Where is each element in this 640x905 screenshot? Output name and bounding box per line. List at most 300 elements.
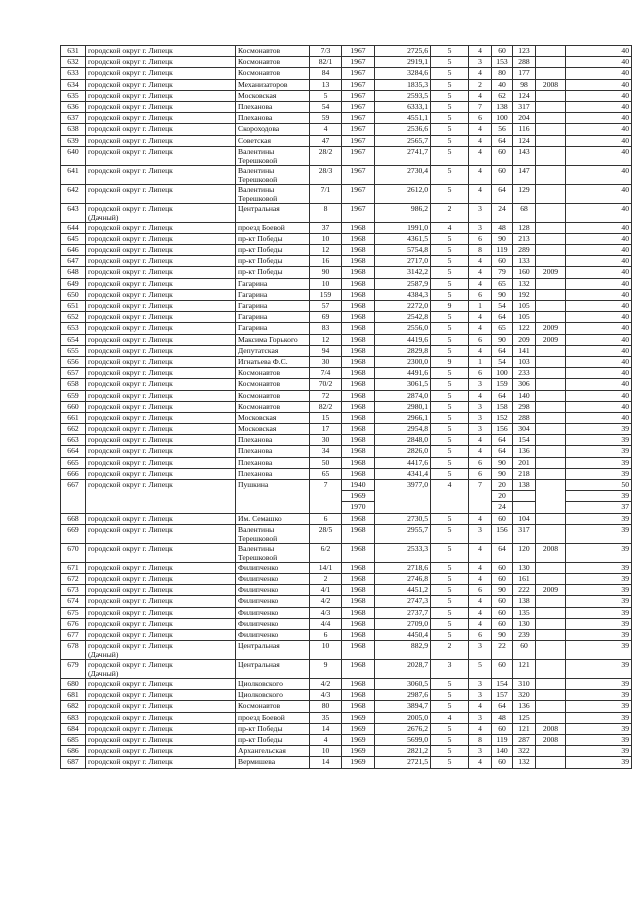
entrances-cell: 6 [469, 368, 492, 379]
locality-cell [86, 701, 236, 712]
wear-cell: 40 [566, 323, 632, 334]
floors-cell: 5 [431, 184, 469, 203]
locality-cell-line: городской округ г. Липецк [88, 543, 173, 553]
wear-cell: 39 [566, 446, 632, 457]
apartments-cell: 90 [492, 289, 513, 300]
table-row [61, 641, 632, 660]
street-cell-line: Космонавтов [238, 68, 281, 78]
apartments-cell: 119 [492, 245, 513, 256]
repair-year-cell [536, 233, 566, 244]
table-row [61, 334, 632, 345]
residents-cell: 317 [513, 524, 536, 543]
residents-cell: 233 [513, 368, 536, 379]
table-row [61, 90, 632, 101]
entrances-cell: 4 [469, 543, 492, 562]
street-cell-line: Терешковой [238, 174, 278, 184]
table-row [61, 368, 632, 379]
wear-cell: 39 [566, 701, 632, 712]
residents-cell: 133 [513, 256, 536, 267]
residents-cell [513, 502, 536, 513]
table-row [61, 757, 632, 768]
floors-cell: 5 [431, 412, 469, 423]
entrances-cell: 4 [469, 446, 492, 457]
locality-cell [86, 629, 236, 640]
table-body [61, 46, 632, 769]
wear-cell: 39 [566, 513, 632, 524]
repair-year-cell [536, 379, 566, 390]
row-number-cell: 638 [61, 124, 86, 135]
entrances-cell: 4 [469, 345, 492, 356]
apartments-cell: 64 [492, 435, 513, 446]
locality-cell [86, 245, 236, 256]
house-number-cell: 17 [310, 424, 342, 435]
locality-cell-line: городской округ г. Липецк [88, 390, 173, 400]
entrances-cell: 4 [469, 573, 492, 584]
table-row [61, 543, 632, 562]
year-cell: 1970 [342, 502, 375, 513]
street-cell [236, 607, 310, 618]
wear-cell: 40 [566, 165, 632, 184]
house-number-cell: 7/1 [310, 184, 342, 203]
house-number-cell: 15 [310, 412, 342, 423]
area-cell: 5754,8 [375, 245, 431, 256]
repair-year-cell: 2008 [536, 79, 566, 90]
residents-cell: 138 [513, 596, 536, 607]
floors-cell: 5 [431, 379, 469, 390]
locality-cell [86, 46, 236, 57]
row-number-cell: 646 [61, 245, 86, 256]
street-cell-line: Центральная [238, 641, 280, 651]
locality-cell-line: городской округ г. Липецк [88, 446, 173, 456]
entrances-cell: 6 [469, 233, 492, 244]
wear-cell: 40 [566, 401, 632, 412]
floors-cell: 4 [431, 222, 469, 233]
house-number-cell: 4 [310, 124, 342, 135]
entrances-cell: 7 [469, 101, 492, 112]
locality-cell [86, 289, 236, 300]
entrances-cell: 8 [469, 735, 492, 746]
repair-year-cell [536, 113, 566, 124]
wear-cell: 40 [566, 101, 632, 112]
floors-cell: 5 [431, 573, 469, 584]
street-cell-line: проезд Боевой [238, 222, 285, 232]
table-row [61, 267, 632, 278]
residents-cell: 105 [513, 301, 536, 312]
residents-cell [513, 491, 536, 502]
repair-year-cell [536, 124, 566, 135]
house-number-cell: 16 [310, 256, 342, 267]
repair-year-cell [536, 356, 566, 367]
year-cell: 1967 [342, 57, 375, 68]
house-number-cell: 30 [310, 356, 342, 367]
locality-cell-line: городской округ г. Липецк [88, 222, 173, 232]
repair-year-cell [536, 457, 566, 468]
area-cell: 4419,6 [375, 334, 431, 345]
locality-cell-line: городской округ г. Липецк [88, 679, 173, 689]
street-cell [236, 165, 310, 184]
wear-cell: 39 [566, 746, 632, 757]
entrances-cell: 6 [469, 289, 492, 300]
locality-cell [86, 446, 236, 457]
entrances-cell: 3 [469, 746, 492, 757]
row-number-cell: 650 [61, 289, 86, 300]
street-cell-line: Плеханова [238, 457, 273, 467]
entrances-cell: 4 [469, 68, 492, 79]
table-row [61, 245, 632, 256]
row-number-cell: 678 [61, 641, 86, 660]
apartments-cell: 140 [492, 746, 513, 757]
street-cell-line: Депутатская [238, 345, 279, 355]
row-number-cell: 637 [61, 113, 86, 124]
table-row [61, 57, 632, 68]
street-cell-line: Московская [238, 424, 277, 434]
locality-cell [86, 596, 236, 607]
locality-cell [86, 524, 236, 543]
area-cell: 2747,3 [375, 596, 431, 607]
street-cell-line: Игнатьева Ф.С. [238, 356, 288, 366]
street-cell-line: Гагарина [238, 289, 268, 299]
entrances-cell: 7 [469, 480, 492, 514]
area-cell: 2717,0 [375, 256, 431, 267]
floors-cell: 9 [431, 356, 469, 367]
house-number-cell: 80 [310, 701, 342, 712]
area-cell: 2737,7 [375, 607, 431, 618]
entrances-cell: 4 [469, 435, 492, 446]
locality-cell [86, 390, 236, 401]
residents-cell: 124 [513, 90, 536, 101]
street-cell-line: пр-кт Победы [238, 723, 283, 733]
repair-year-cell [536, 690, 566, 701]
table-row [61, 562, 632, 573]
row-number-cell: 652 [61, 312, 86, 323]
street-cell-line: Архангельская [238, 746, 286, 756]
house-number-cell: 10 [310, 746, 342, 757]
locality-cell-line: городской округ г. Липецк [88, 368, 173, 378]
wear-cell: 39 [566, 585, 632, 596]
apartments-cell: 54 [492, 301, 513, 312]
wear-cell: 39 [566, 618, 632, 629]
entrances-cell: 3 [469, 203, 492, 222]
floors-cell: 5 [431, 585, 469, 596]
row-number-cell: 681 [61, 690, 86, 701]
area-cell: 2848,0 [375, 435, 431, 446]
floors-cell: 5 [431, 233, 469, 244]
table-row [61, 184, 632, 203]
wear-cell: 40 [566, 267, 632, 278]
street-cell [236, 278, 310, 289]
wear-cell: 40 [566, 412, 632, 423]
entrances-cell: 3 [469, 222, 492, 233]
locality-cell [86, 457, 236, 468]
house-number-cell: 54 [310, 101, 342, 112]
residents-cell: 306 [513, 379, 536, 390]
table-row [61, 312, 632, 323]
wear-cell: 40 [566, 312, 632, 323]
entrances-cell: 4 [469, 278, 492, 289]
residents-cell: 120 [513, 543, 536, 562]
repair-year-cell [536, 701, 566, 712]
row-number-cell: 651 [61, 301, 86, 312]
street-cell-line: Центральная [238, 203, 280, 213]
apartments-cell: 156 [492, 424, 513, 435]
area-cell: 2874,0 [375, 390, 431, 401]
floors-cell: 5 [431, 390, 469, 401]
repair-year-cell [536, 165, 566, 184]
entrances-cell: 4 [469, 757, 492, 768]
repair-year-cell [536, 446, 566, 457]
house-number-cell: 8 [310, 203, 342, 222]
street-cell [236, 468, 310, 479]
row-number-cell: 656 [61, 356, 86, 367]
table-row [61, 101, 632, 112]
floors-cell: 9 [431, 301, 469, 312]
residents-cell: 209 [513, 334, 536, 345]
row-number-cell: 676 [61, 618, 86, 629]
area-cell: 2676,2 [375, 723, 431, 734]
row-number-cell: 663 [61, 435, 86, 446]
residents-cell: 128 [513, 222, 536, 233]
repair-year-cell [536, 679, 566, 690]
entrances-cell: 3 [469, 424, 492, 435]
row-number-cell: 671 [61, 562, 86, 573]
residents-cell: 132 [513, 757, 536, 768]
apartments-cell: 156 [492, 524, 513, 543]
area-cell: 4361,5 [375, 233, 431, 244]
apartments-cell: 62 [492, 90, 513, 101]
row-number-cell: 668 [61, 513, 86, 524]
floors-cell: 5 [431, 701, 469, 712]
street-cell-line: Пушкина [238, 480, 269, 489]
area-cell: 3284,6 [375, 68, 431, 79]
entrances-cell: 3 [469, 679, 492, 690]
locality-cell [86, 480, 236, 514]
locality-cell-line: городской округ г. Липецк [88, 596, 173, 606]
apartments-cell: 60 [492, 596, 513, 607]
table-row [61, 735, 632, 746]
table-row [61, 618, 632, 629]
street-cell-line: Вермишева [238, 757, 276, 767]
street-cell-line: Московская [238, 90, 277, 100]
wear-cell: 40 [566, 90, 632, 101]
apartments-cell: 64 [492, 135, 513, 146]
locality-cell [86, 57, 236, 68]
residents-cell: 317 [513, 101, 536, 112]
locality-cell [86, 562, 236, 573]
entrances-cell: 6 [469, 629, 492, 640]
locality-cell [86, 412, 236, 423]
apartments-cell: 154 [492, 679, 513, 690]
street-cell [236, 480, 310, 514]
table-row [61, 446, 632, 457]
street-cell [236, 368, 310, 379]
locality-cell-line: городской округ г. Липецк [88, 323, 173, 333]
entrances-cell: 5 [469, 660, 492, 679]
apartments-cell: 60 [492, 165, 513, 184]
locality-cell [86, 679, 236, 690]
entrances-cell: 4 [469, 607, 492, 618]
locality-cell [86, 146, 236, 165]
entrances-cell: 3 [469, 712, 492, 723]
residents-cell: 68 [513, 203, 536, 222]
wear-cell: 39 [566, 690, 632, 701]
area-cell: 2919,1 [375, 57, 431, 68]
house-number-cell: 72 [310, 390, 342, 401]
year-cell: 1968 [342, 256, 375, 267]
repair-year-cell [536, 412, 566, 423]
locality-cell [86, 660, 236, 679]
wear-cell: 39 [566, 660, 632, 679]
year-cell: 1968 [342, 245, 375, 256]
table-row [61, 513, 632, 524]
year-cell: 1968 [342, 562, 375, 573]
residents-cell: 136 [513, 701, 536, 712]
floors-cell: 5 [431, 746, 469, 757]
locality-cell-line: городской округ г. Липецк [88, 690, 173, 700]
floors-cell: 5 [431, 46, 469, 57]
street-cell-line: Филипченко [238, 596, 279, 606]
locality-cell [86, 135, 236, 146]
house-number-cell: 57 [310, 301, 342, 312]
repair-year-cell [536, 480, 566, 514]
residents-cell: 105 [513, 312, 536, 323]
housing-register-table [60, 45, 632, 769]
floors-cell: 5 [431, 629, 469, 640]
wear-cell: 40 [566, 278, 632, 289]
residents-cell: 135 [513, 607, 536, 618]
table-row [61, 135, 632, 146]
apartments-cell: 60 [492, 256, 513, 267]
area-cell: 4451,2 [375, 585, 431, 596]
locality-cell-line: городской округ г. Липецк [88, 701, 173, 711]
area-cell: 986,2 [375, 203, 431, 222]
locality-cell-line: (Дачный) [88, 669, 119, 679]
street-cell [236, 446, 310, 457]
table-row [61, 401, 632, 412]
locality-cell [86, 233, 236, 244]
year-cell: 1968 [342, 524, 375, 543]
house-number-cell: 4/2 [310, 596, 342, 607]
residents-cell: 60 [513, 641, 536, 660]
locality-cell-line: городской округ г. Липецк [88, 146, 173, 156]
house-number-cell: 82/2 [310, 401, 342, 412]
apartments-cell: 153 [492, 57, 513, 68]
street-cell-line: Валентины [238, 165, 275, 175]
row-number-cell: 659 [61, 390, 86, 401]
locality-cell [86, 301, 236, 312]
street-cell-line: Филипченко [238, 562, 279, 572]
row-number-cell: 642 [61, 184, 86, 203]
apartments-cell: 60 [492, 46, 513, 57]
locality-cell-line: городской округ г. Липецк [88, 135, 173, 145]
apartments-cell: 20 [492, 491, 513, 502]
apartments-cell: 48 [492, 712, 513, 723]
year-cell: 1967 [342, 165, 375, 184]
street-cell [236, 222, 310, 233]
residents-cell: 322 [513, 746, 536, 757]
area-cell: 2955,7 [375, 524, 431, 543]
row-number-cell: 684 [61, 723, 86, 734]
house-number-cell: 14/1 [310, 562, 342, 573]
table-row [61, 690, 632, 701]
apartments-cell: 90 [492, 233, 513, 244]
street-cell-line: Космонавтов [238, 390, 281, 400]
house-number-cell: 70/2 [310, 379, 342, 390]
entrances-cell: 3 [469, 412, 492, 423]
entrances-cell: 3 [469, 641, 492, 660]
wear-cell: 39 [566, 562, 632, 573]
row-number-cell: 673 [61, 585, 86, 596]
floors-cell: 5 [431, 90, 469, 101]
entrances-cell: 2 [469, 79, 492, 90]
residents-cell: 304 [513, 424, 536, 435]
residents-cell: 121 [513, 660, 536, 679]
wear-cell: 40 [566, 184, 632, 203]
house-number-cell: 10 [310, 233, 342, 244]
residents-cell: 121 [513, 723, 536, 734]
residents-cell: 125 [513, 712, 536, 723]
year-cell: 1968 [342, 543, 375, 562]
wear-cell: 40 [566, 256, 632, 267]
locality-cell [86, 267, 236, 278]
street-cell [236, 424, 310, 435]
entrances-cell: 3 [469, 379, 492, 390]
table-row [61, 124, 632, 135]
house-number-cell: 6 [310, 513, 342, 524]
street-cell-line: Терешковой [238, 155, 278, 165]
street-cell-line: Плеханова [238, 446, 273, 456]
year-cell: 1968 [342, 289, 375, 300]
repair-year-cell [536, 562, 566, 573]
area-cell: 2612,0 [375, 184, 431, 203]
floors-cell: 5 [431, 256, 469, 267]
wear-cell: 40 [566, 245, 632, 256]
apartments-cell: 90 [492, 468, 513, 479]
area-cell: 882,9 [375, 641, 431, 660]
floors-cell: 5 [431, 690, 469, 701]
area-cell: 2980,1 [375, 401, 431, 412]
locality-cell-line: городской округ г. Липецк [88, 68, 173, 78]
apartments-cell: 119 [492, 735, 513, 746]
row-number-cell: 662 [61, 424, 86, 435]
apartments-cell: 40 [492, 79, 513, 90]
repair-year-cell [536, 222, 566, 233]
table-row [61, 468, 632, 479]
wear-cell: 40 [566, 390, 632, 401]
house-number-cell: 7 [310, 480, 342, 514]
apartments-cell: 64 [492, 446, 513, 457]
residents-cell: 104 [513, 513, 536, 524]
year-cell: 1968 [342, 278, 375, 289]
table-row [61, 113, 632, 124]
locality-cell-line: городской округ г. Липецк [88, 379, 173, 389]
entrances-cell: 6 [469, 457, 492, 468]
year-cell: 1968 [342, 629, 375, 640]
street-cell-line: Гагарина [238, 278, 268, 288]
residents-cell: 141 [513, 345, 536, 356]
locality-cell-line: городской округ г. Липецк [88, 124, 173, 134]
repair-year-cell [536, 390, 566, 401]
residents-cell: 116 [513, 124, 536, 135]
repair-year-cell: 2009 [536, 585, 566, 596]
repair-year-cell [536, 245, 566, 256]
floors-cell: 5 [431, 679, 469, 690]
apartments-cell: 64 [492, 390, 513, 401]
locality-cell [86, 68, 236, 79]
repair-year-cell [536, 746, 566, 757]
street-cell [236, 79, 310, 90]
street-cell [236, 757, 310, 768]
locality-cell [86, 323, 236, 334]
